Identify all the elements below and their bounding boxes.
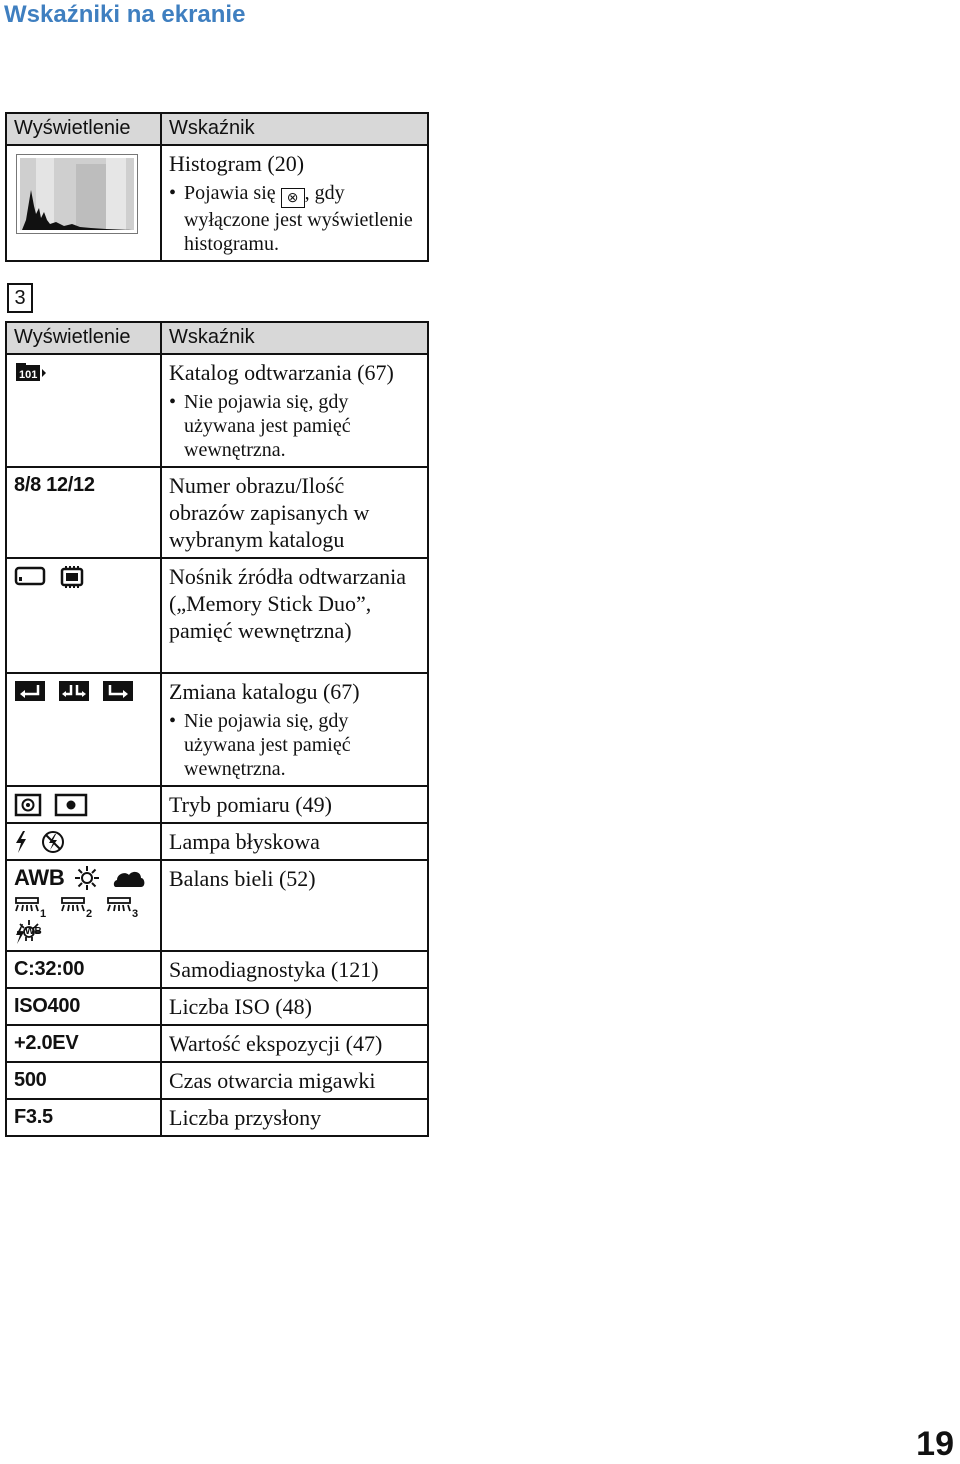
- indicator-label: Liczba przysłony: [169, 1105, 322, 1130]
- table-row: [6, 951, 428, 988]
- indicator-table-2: [5, 321, 429, 1137]
- histogram-note-after: , gdy wyłączone jest wyświetlenie histogramu.: [184, 182, 413, 255]
- indicator-display: F3.5: [14, 1106, 53, 1128]
- indicator-label: Balans bieli (52): [169, 866, 316, 891]
- fluorescent-2-icon: [60, 895, 94, 919]
- fluorescent-1-icon: [14, 895, 48, 919]
- svg-text:3: 3: [132, 908, 139, 919]
- change-folder-icon: [58, 680, 90, 702]
- table-row: [6, 467, 428, 558]
- indicator-display: 8/8 12/12: [14, 474, 95, 496]
- table-row: [6, 786, 428, 823]
- indicator-label: Lampa błyskowa: [169, 829, 320, 854]
- table-row: [6, 1099, 428, 1136]
- internal-memory-icon: [58, 565, 86, 589]
- flash-icon: [14, 830, 28, 854]
- table-row: [6, 673, 428, 786]
- next-folder-icon: [102, 680, 134, 702]
- indicator-note: • Nie pojawia się, gdy używana jest pamięć wewnętrzna.: [169, 390, 421, 462]
- daylight-icon: [74, 865, 100, 891]
- column-header-indicator: Wskaźnik: [161, 322, 428, 354]
- indicator-label: Numer obrazu/Ilość obrazów zapisanych w wybranym katalogu: [169, 473, 370, 552]
- center-weighted-metering-icon: [14, 793, 42, 817]
- histogram-note-before: Pojawia się: [184, 182, 281, 204]
- table-row: [6, 1062, 428, 1099]
- folder-101-icon: [14, 361, 48, 383]
- histogram-note: [169, 181, 421, 256]
- table-row: [6, 988, 428, 1025]
- flash-off-icon: [40, 830, 66, 854]
- column-header-display: Wyświetlenie: [6, 322, 161, 354]
- cloudy-icon: [112, 865, 146, 889]
- fluorescent-3-icon: [106, 895, 140, 919]
- page-number: 19: [916, 1425, 954, 1463]
- flash-white-balance-icon: [14, 923, 46, 945]
- indicator-label: Katalog odtwarzania (67): [169, 360, 394, 385]
- svg-text:1: 1: [40, 908, 47, 919]
- indicator-display: 500: [14, 1069, 47, 1091]
- table-row: [6, 860, 428, 951]
- spot-metering-icon: [54, 793, 88, 817]
- previous-folder-icon: [14, 680, 46, 702]
- indicator-label: Zmiana katalogu (67): [169, 679, 360, 704]
- indicator-label: Liczba ISO (48): [169, 994, 312, 1019]
- histogram-thumbnail-icon: [16, 154, 138, 234]
- indicator-label: Samodiagnostyka (121): [169, 957, 379, 982]
- indicator-note: • Nie pojawia się, gdy używana jest pamięć wewnętrzna.: [169, 709, 421, 781]
- table-row: [6, 558, 428, 673]
- column-header-indicator: Wskaźnik: [161, 113, 428, 145]
- section-marker: 3: [7, 283, 33, 313]
- indicator-display: +2.0EV: [14, 1032, 79, 1054]
- table-row: [6, 823, 428, 860]
- indicator-table-1: [5, 112, 429, 262]
- svg-text:101: 101: [19, 369, 38, 381]
- svg-text:WB: WB: [25, 926, 42, 937]
- indicator-display: AWB: [14, 865, 65, 890]
- indicator-display: C:32:00: [14, 958, 85, 980]
- svg-text:2: 2: [86, 908, 93, 919]
- indicator-label: Czas otwarcia migawki: [169, 1068, 376, 1093]
- indicator-label: Wartość ekspozycji (47): [169, 1031, 383, 1056]
- indicator-label: Nośnik źródła odtwarzania („Memory Stick Duo”, pamięć wewnętrzna): [169, 564, 407, 643]
- memory-stick-icon: [14, 565, 46, 587]
- table-row: [6, 1025, 428, 1062]
- column-header-display: Wyświetlenie: [6, 113, 161, 145]
- histogram-label: Histogram (20): [169, 151, 305, 176]
- indicator-label: Tryb pomiaru (49): [169, 792, 332, 817]
- histogram-off-icon: ⊗: [281, 188, 305, 208]
- page-title: Wskaźniki na ekranie: [4, 1, 246, 28]
- indicator-display: ISO400: [14, 995, 81, 1017]
- table-row: [6, 354, 428, 467]
